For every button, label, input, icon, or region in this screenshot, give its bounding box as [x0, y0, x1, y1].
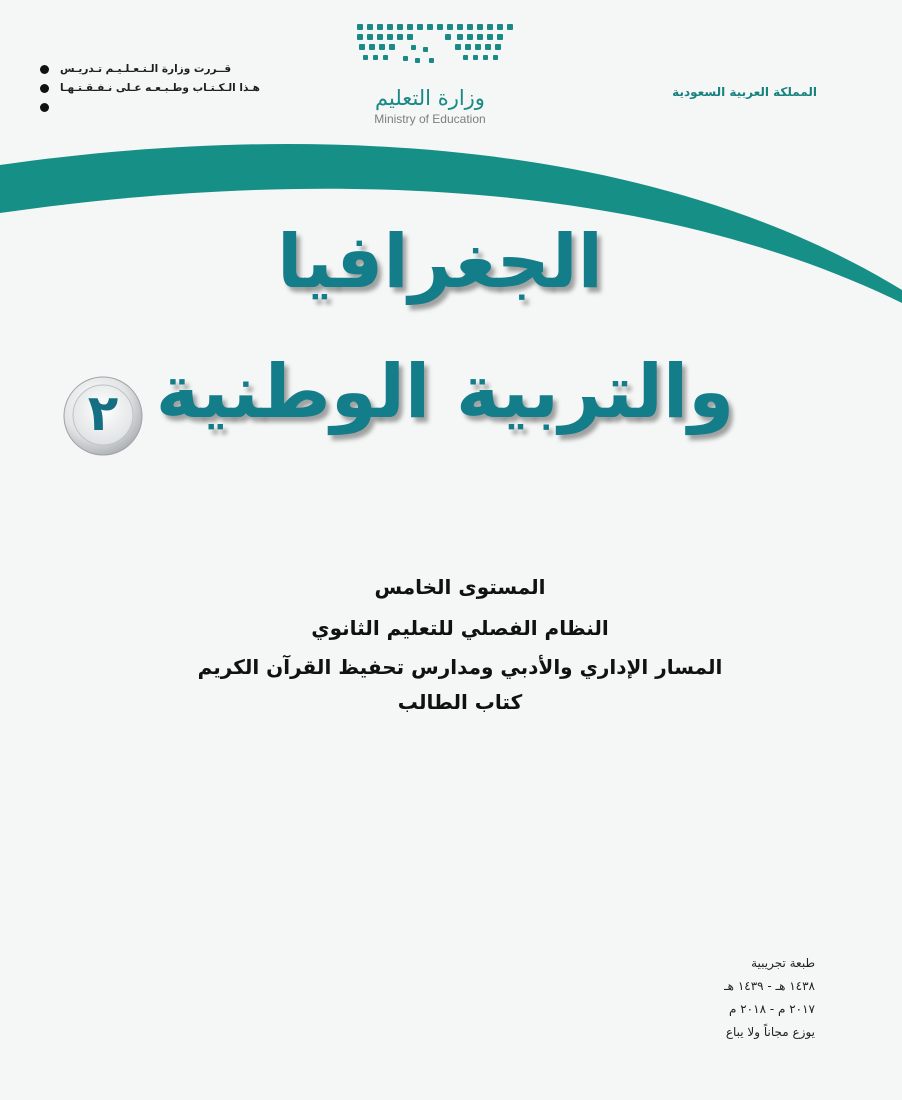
edition-type: طبعة تجريبية: [751, 956, 815, 970]
edition-info: [615, 952, 815, 1044]
publication-notes: [40, 60, 285, 117]
bullet-icon: [40, 103, 49, 112]
kingdom-name: المملكة العربية السعودية: [672, 85, 817, 99]
note-line: [40, 79, 285, 97]
book-title-line2: والتربية الوطنية: [155, 349, 735, 435]
edition-hijri-year: ١٤٣٨ هـ - ١٤٣٩ هـ: [724, 979, 815, 993]
note-line: [40, 98, 285, 116]
bullet-icon: [40, 65, 49, 74]
volume-number: ٢: [87, 384, 119, 442]
subtitle-track: المسار الإداري والأدبي ومدارس تحفيظ القرآن الكريم: [197, 655, 723, 679]
volume-badge: [62, 375, 144, 457]
book-title-line1: الجغرافيا: [276, 219, 604, 305]
subtitle-book-type: كتاب الطالب: [397, 690, 523, 714]
edition-gregorian-year: ٢٠١٧ م - ٢٠١٨ م: [728, 1002, 815, 1016]
subtitle-level: المستوى الخامس: [374, 575, 546, 599]
note-line: [40, 60, 285, 78]
note-text: هـذا الـكـتـاب وطـبـعـه عـلى نـفـقـتـهـا: [60, 82, 260, 94]
ministry-name-ar: وزارة التعليم: [375, 86, 485, 110]
note-text: قــررت وزارة الـتـعـلـيـم تـدريـس: [60, 63, 232, 75]
ministry-name-en: Ministry of Education: [374, 112, 486, 126]
ministry-logo: [345, 18, 515, 130]
distribution-note: يوزع مجاناً ولا يباع: [725, 1025, 815, 1039]
bullet-icon: [40, 84, 49, 93]
subtitle-system: النظام الفصلي للتعليم الثانوي: [311, 616, 609, 640]
ministry-dots-icon: [345, 18, 515, 84]
